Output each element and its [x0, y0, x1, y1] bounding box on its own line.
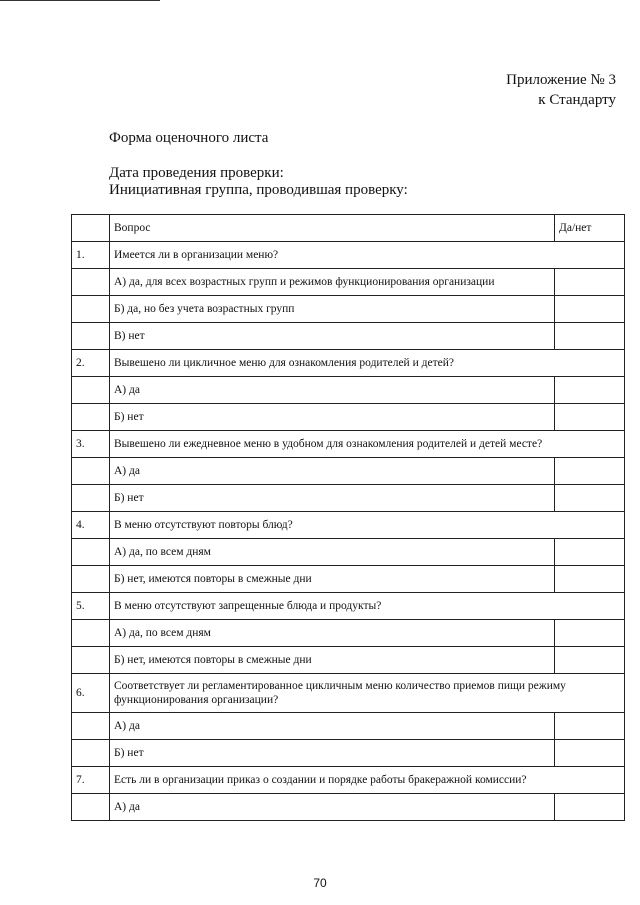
- option-number-cell: [72, 539, 110, 566]
- option-text: Б) нет: [110, 404, 555, 431]
- answer-option-row: [72, 647, 625, 674]
- option-text: А) да: [110, 377, 555, 404]
- yes-no-answer-cell[interactable]: [555, 485, 625, 512]
- question-number: 5.: [72, 593, 110, 620]
- yes-no-answer-cell[interactable]: [555, 458, 625, 485]
- question-row: [72, 593, 625, 620]
- answer-option-row: [72, 794, 625, 821]
- question-number: 6.: [72, 674, 110, 713]
- question-row: [72, 767, 625, 794]
- form-title: Форма оценочного листа: [109, 130, 269, 146]
- option-number-cell: [72, 620, 110, 647]
- question-row: [72, 350, 625, 377]
- yes-no-answer-cell[interactable]: [555, 269, 625, 296]
- initiative-group-label: Инициативная группа, проводившая проверку:: [109, 182, 408, 198]
- answer-option-row: [72, 323, 625, 350]
- yes-no-answer-cell[interactable]: [555, 647, 625, 674]
- answer-option-row: [72, 539, 625, 566]
- option-number-cell: [72, 377, 110, 404]
- yes-no-answer-cell[interactable]: [555, 323, 625, 350]
- answer-option-row: [72, 458, 625, 485]
- option-text: А) да, для всех возрастных групп и режимов функционирования организации: [110, 269, 555, 296]
- answer-option-row: [72, 566, 625, 593]
- evaluation-table: [71, 214, 625, 821]
- appendix-reference: [506, 70, 616, 110]
- question-text: Вывешено ли ежедневное меню в удобном для ознакомления родителей и детей месте?: [110, 431, 625, 458]
- header-question-cell: Вопрос: [110, 215, 555, 242]
- yes-no-answer-cell[interactable]: [555, 566, 625, 593]
- option-number-cell: [72, 566, 110, 593]
- yes-no-answer-cell[interactable]: [555, 404, 625, 431]
- top-rule: [0, 0, 160, 1]
- page-number: 70: [313, 876, 327, 890]
- option-number-cell: [72, 323, 110, 350]
- yes-no-answer-cell[interactable]: [555, 539, 625, 566]
- question-row: [72, 512, 625, 539]
- question-number: 7.: [72, 767, 110, 794]
- option-number-cell: [72, 404, 110, 431]
- answer-option-row: [72, 269, 625, 296]
- question-row: [72, 431, 625, 458]
- question-text: Соответствует ли регламентированное цикличным меню количество приемов пищи режиму функционирования организации?: [110, 674, 625, 713]
- option-number-cell: [72, 647, 110, 674]
- header-number-cell: [72, 215, 110, 242]
- inspection-date-label: Дата проведения проверки:: [109, 165, 284, 181]
- option-number-cell: [72, 296, 110, 323]
- yes-no-answer-cell[interactable]: [555, 740, 625, 767]
- question-number: 2.: [72, 350, 110, 377]
- option-number-cell: [72, 794, 110, 821]
- option-text: А) да, по всем дням: [110, 620, 555, 647]
- option-number-cell: [72, 458, 110, 485]
- question-row: [72, 242, 625, 269]
- option-text: А) да: [110, 713, 555, 740]
- answer-option-row: [72, 377, 625, 404]
- option-text: Б) да, но без учета возрастных групп: [110, 296, 555, 323]
- question-text: Имеется ли в организации меню?: [110, 242, 625, 269]
- yes-no-answer-cell[interactable]: [555, 620, 625, 647]
- option-text: Б) нет, имеются повторы в смежные дни: [110, 566, 555, 593]
- answer-option-row: [72, 713, 625, 740]
- option-number-cell: [72, 269, 110, 296]
- question-text: Есть ли в организации приказ о создании и порядке работы бракеражной комиссии?: [110, 767, 625, 794]
- appendix-standard: к Стандарту: [538, 92, 616, 108]
- option-text: Б) нет: [110, 485, 555, 512]
- answer-option-row: [72, 296, 625, 323]
- answer-option-row: [72, 620, 625, 647]
- appendix-number: Приложение № 3: [506, 72, 616, 88]
- question-text: В меню отсутствуют повторы блюд?: [110, 512, 625, 539]
- answer-option-row: [72, 404, 625, 431]
- option-text: А) да: [110, 794, 555, 821]
- option-text: Б) нет: [110, 740, 555, 767]
- question-number: 4.: [72, 512, 110, 539]
- question-number: 1.: [72, 242, 110, 269]
- answer-option-row: [72, 740, 625, 767]
- option-text: А) да, по всем дням: [110, 539, 555, 566]
- option-text: В) нет: [110, 323, 555, 350]
- yes-no-answer-cell[interactable]: [555, 794, 625, 821]
- yes-no-answer-cell[interactable]: [555, 713, 625, 740]
- question-text: Вывешено ли цикличное меню для ознакомления родителей и детей?: [110, 350, 625, 377]
- yes-no-answer-cell[interactable]: [555, 377, 625, 404]
- option-number-cell: [72, 740, 110, 767]
- question-text: В меню отсутствуют запрещенные блюда и продукты?: [110, 593, 625, 620]
- yes-no-answer-cell[interactable]: [555, 296, 625, 323]
- option-number-cell: [72, 713, 110, 740]
- question-number: 3.: [72, 431, 110, 458]
- option-number-cell: [72, 485, 110, 512]
- table-header-row: [72, 215, 625, 242]
- option-text: Б) нет, имеются повторы в смежные дни: [110, 647, 555, 674]
- answer-option-row: [72, 485, 625, 512]
- question-row: [72, 674, 625, 713]
- option-text: А) да: [110, 458, 555, 485]
- header-answer-cell: Да/нет: [555, 215, 625, 242]
